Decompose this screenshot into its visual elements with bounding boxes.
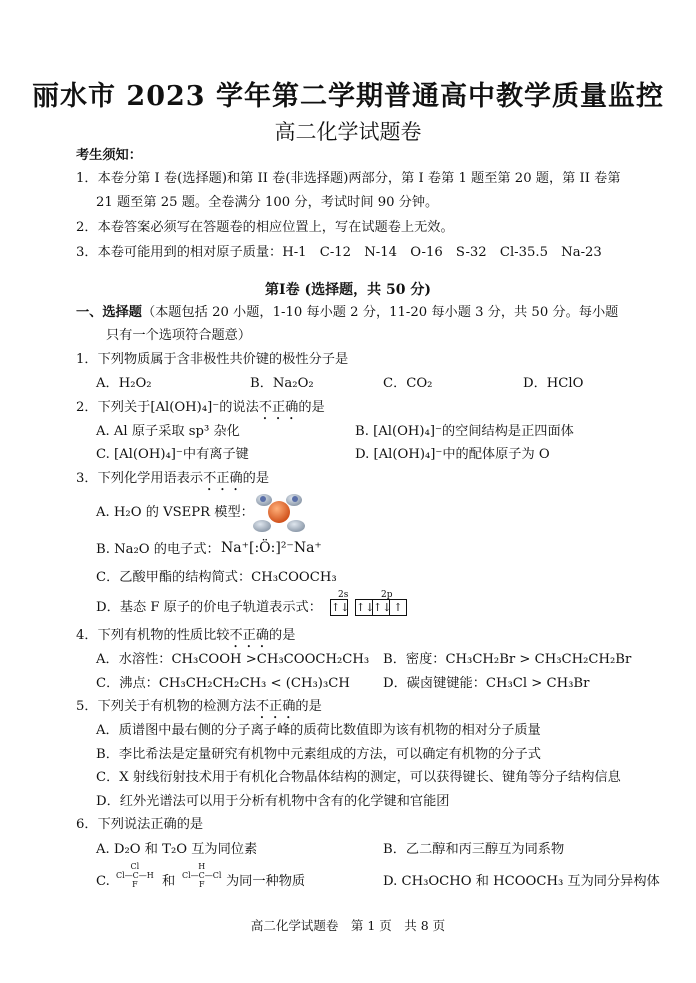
- q2-option-d: D. [Al(OH)₄]⁻中的配体原子为 O: [355, 447, 550, 462]
- q5-stem-emphasis: 不正确: [255, 699, 296, 714]
- q4-option-c: C．沸点：CH₃CH₂CH₂CH₃ < (CH₃)₃CH: [96, 676, 350, 691]
- notice-item-2: 2．本卷答案必须写在答题卷的相应位置上，写在试题卷上无效。: [76, 220, 454, 235]
- hydrogen-right: [287, 520, 305, 532]
- q6-option-c-suffix: 为同一种物质: [226, 874, 306, 889]
- section-heading-rest: （本题包括 20 小题，1-10 每小题 2 分，11-20 每小题 3 分，共 50 分。每小题: [141, 305, 619, 320]
- q5-option-d: D．红外光谱法可以用于分析有机物中含有的化学键和官能团: [96, 794, 450, 809]
- orbital-2s: [330, 599, 350, 616]
- notice-item-1-line-2: 21 题至第 25 题。全卷满分 100 分，考试时间 90 分钟。: [96, 195, 439, 210]
- q3-stem-post: 的是: [242, 471, 270, 486]
- q2-option-b: B. [Al(OH)₄]⁻的空间结构是正四面体: [355, 424, 574, 439]
- page-footer: 高二化学试题卷 第 1 页 共 8 页: [250, 918, 446, 933]
- part-title: 第Ⅰ卷 (选择题，共 50 分): [265, 282, 431, 298]
- q4-stem-post: 的是: [269, 628, 296, 643]
- q6-option-a: A. D₂O 和 T₂O 互为同位素: [96, 842, 258, 857]
- q2-stem-post: 的是: [298, 400, 325, 415]
- q6-option-d: D. CH₃OCHO 和 HCOOCH₃ 互为同分异构体: [383, 874, 660, 889]
- q4-stem-emphasis: 不正确: [229, 628, 270, 643]
- q5-stem-pre: 5．下列关于有机物的检测方法: [76, 699, 256, 714]
- q1-stem: 1．下列物质属于含非极性共价键的极性分子是: [76, 352, 349, 367]
- q5-stem-post: 的是: [295, 699, 322, 714]
- q2-option-a: A. Al 原子采取 sp³ 杂化: [96, 424, 240, 439]
- q4-option-d: D．碳卤键键能：CH₃Cl > CH₃Br: [383, 676, 590, 691]
- q2-option-c: C. [Al(OH)₄]⁻中有离子键: [96, 447, 249, 462]
- q1-option-b: B．Na₂O₂: [250, 376, 314, 391]
- q3-option-a: A. H₂O 的 VSEPR 模型：: [96, 505, 254, 520]
- orbital-label-2p: 2p: [381, 590, 393, 600]
- q3-stem-emphasis: 不正确: [203, 471, 243, 486]
- section-heading-line-2: 只有一个选项符合题意）: [106, 328, 252, 343]
- section-heading-bold: 一、选择题: [76, 305, 142, 320]
- q1-option-a: A．H₂O₂: [96, 376, 152, 391]
- q3-stem: [76, 469, 269, 494]
- hydrogen-left: [253, 520, 271, 532]
- q3-option-d: D．基态 F 原子的价电子轨道表示式：: [96, 600, 322, 615]
- orbital-2p: [355, 599, 406, 616]
- q2-stem-emphasis: 不正确: [258, 400, 299, 415]
- na2o-electron-formula: Na⁺[:Ö:]²⁻Na⁺: [221, 540, 322, 556]
- structure-1-bottom: F: [132, 880, 138, 889]
- q2-stem: [76, 398, 325, 423]
- q6-option-c-prefix: C.: [96, 874, 110, 889]
- structure-2: [182, 862, 221, 889]
- q6-option-c-and: 和: [162, 874, 176, 889]
- q5-stem: [76, 697, 322, 722]
- structure-2-middle: Cl—C—Cl: [182, 871, 222, 880]
- notice-heading: 考生须知：: [76, 148, 142, 163]
- q2-stem-pre: 2．下列关于[Al(OH)₄]⁻的说法: [76, 400, 259, 415]
- orbital-box-2p-2: ↑↓: [373, 601, 392, 614]
- exam-title: 丽水市 2023 学年第二学期普通高中教学质量监控: [32, 81, 664, 112]
- section-heading: [76, 303, 618, 323]
- q3-option-c: C．乙酸甲酯的结构简式：CH₃COOCH₃: [96, 570, 337, 585]
- q3-stem-pre: 3．下列化学用语表示: [76, 471, 204, 486]
- oxygen-center: [268, 501, 290, 523]
- q6-stem: 6．下列说法正确的是: [76, 817, 204, 832]
- orbital-label-2s: 2s: [338, 590, 349, 600]
- structure-2-bottom: F: [198, 880, 205, 889]
- q4-option-b: B．密度：CH₃CH₂Br > CH₃CH₂CH₂Br: [383, 652, 632, 667]
- exam-subtitle: 高二化学试题卷: [274, 120, 422, 144]
- lone-pair-right-dot: [292, 496, 298, 502]
- q4-stem-pre: 4．下列有机物的性质比较: [76, 628, 230, 643]
- q3-option-b: B. Na₂O 的电子式：: [96, 542, 220, 557]
- vsepr-model-image: [250, 490, 308, 534]
- structure-2-top: H: [198, 862, 206, 871]
- q5-option-b: B．李比希法是定量研究有机物中元素组成的方法，可以确定有机物的分子式: [96, 747, 541, 762]
- q5-option-a: A．质谱图中最右侧的分子离子峰的质荷比数值即为该有机物的相对分子质量: [96, 723, 541, 738]
- structure-1: [116, 862, 154, 889]
- structure-1-middle: Cl—C—H: [116, 871, 154, 880]
- q6-option-b: B．乙二醇和丙三醇互为同系物: [383, 842, 565, 857]
- q4-stem: [76, 626, 295, 651]
- q4-option-a: A．水溶性：CH₃COOH >CH₃COOCH₂CH₃: [96, 652, 370, 667]
- lone-pair-left-dot: [260, 496, 266, 502]
- q1-option-d: D．HClO: [523, 376, 584, 391]
- orbital-box-2s: ↑↓: [331, 601, 350, 614]
- orbital-box-2p-1: ↑↓: [356, 601, 375, 614]
- q1-option-c: C．CO₂: [383, 376, 433, 391]
- orbital-box-2p-3: ↑: [389, 599, 407, 616]
- structure-1-top: Cl: [130, 862, 140, 871]
- notice-item-1-line-1: 1．本卷分第 I 卷(选择题)和第 II 卷(非选择题)两部分，第 I 卷第 1 题至第 20 题，第 II 卷第: [76, 171, 621, 186]
- notice-item-3: 3．本卷可能用到的相对原子质量：H-1 C-12 N-14 O-16 S-32 Cl-35.5 Na-23: [76, 245, 602, 260]
- q5-option-c: C．X 射线衍射技术用于有机化合物晶体结构的测定，可以获得键长、键角等分子结构信息: [96, 770, 621, 785]
